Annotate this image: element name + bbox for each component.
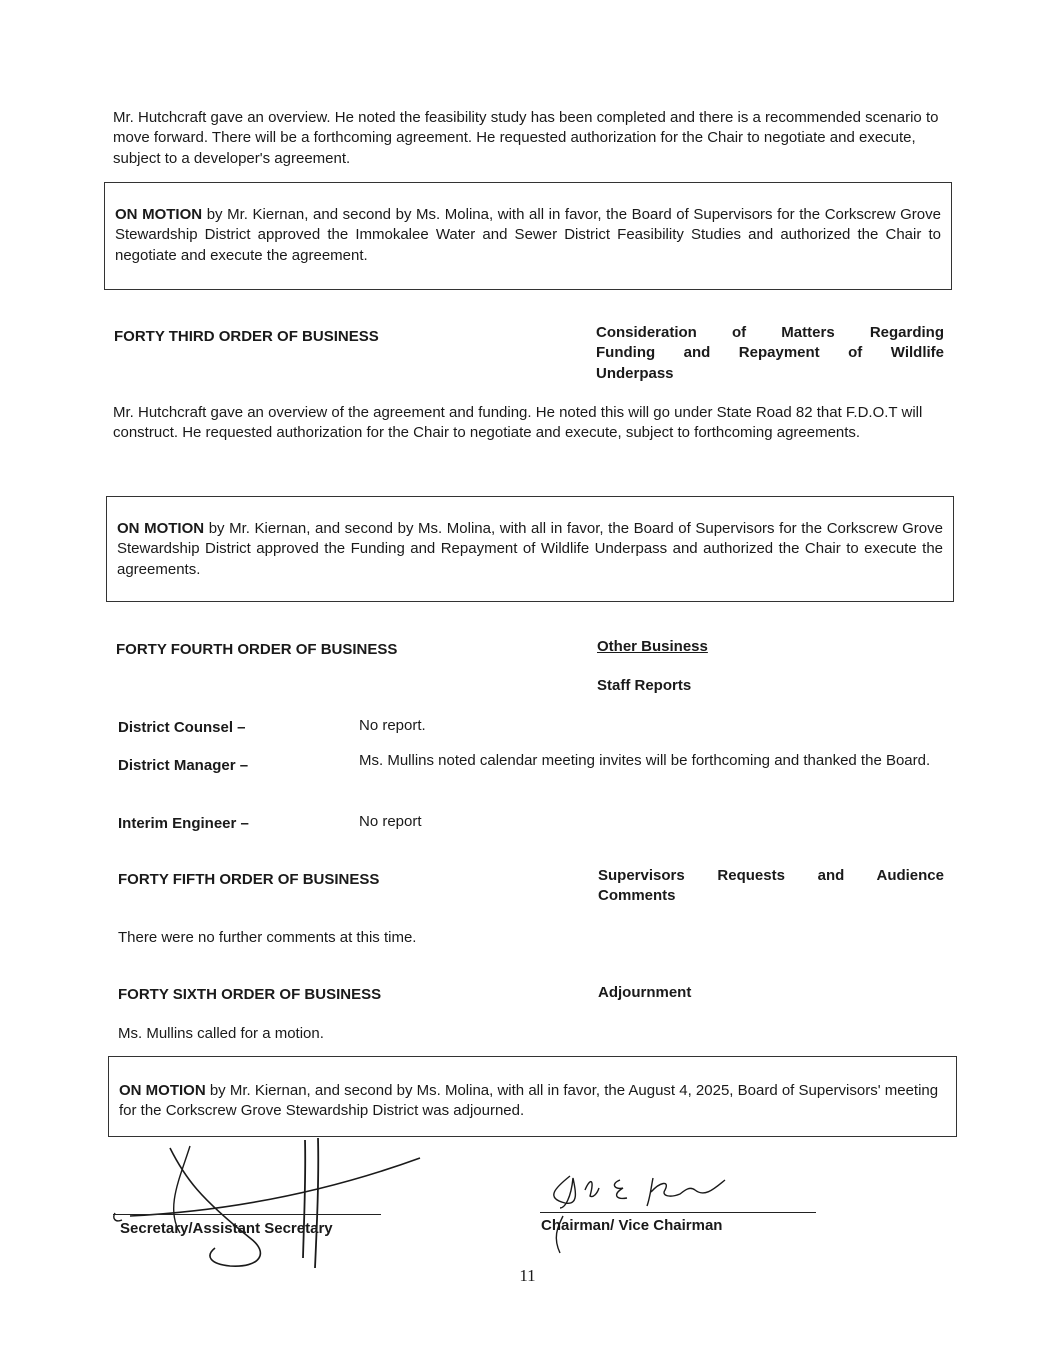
motion-2-text <box>117 519 943 580</box>
order-46-heading: FORTY SIXTH ORDER OF BUSINESS <box>118 986 382 1003</box>
order-43-topic-line-3: Underpass <box>596 364 674 382</box>
report-label-manager: District Manager – <box>118 757 249 774</box>
motion-1-lead: ON MOTION <box>115 206 203 223</box>
intro-paragraph: Mr. Hutchcraft gave an overview. He noted the feasibility study has been completed and there is a recommended scenario to move forward. There will be a forthcoming agreement. He requested authorization for the Chair to negotiate and execute, subject to a developer's agreement. <box>113 109 939 167</box>
order-45-topic-line-1 <box>598 866 944 886</box>
order-43-topic-line-2-text: Funding and Repayment of Wildlife <box>596 344 944 362</box>
secretary-signature-line <box>113 1214 381 1215</box>
report-label-engineer: Interim Engineer – <box>118 815 249 832</box>
chairman-label: Chairman/ Vice Chairman <box>541 1217 723 1234</box>
order-44-subtopic: Staff Reports <box>597 677 692 694</box>
motion-3-body: by Mr. Kiernan, and second by Ms. Molina, with all in favor, the August 4, 2025, Board of Supervisors' meeting for the Corkscrew Grove Stewardship District was adjourned. <box>119 1082 939 1120</box>
order-44-heading: FORTY FOURTH ORDER OF BUSINESS <box>116 641 398 658</box>
motion-box-2 <box>106 496 954 602</box>
order-45-topic-line-1-text: Supervisors Requests and Audience <box>598 867 944 884</box>
order-45-topic <box>598 866 944 907</box>
order-44-topic: Other Business <box>597 638 708 655</box>
order-43-topic-line-1-text: Consideration of Matters Regarding <box>596 324 944 341</box>
order-45-topic-line-2: Comments <box>598 887 676 905</box>
motion-3-lead: ON MOTION <box>119 1082 206 1099</box>
order-43-heading: FORTY THIRD ORDER OF BUSINESS <box>114 328 379 345</box>
order-46-paragraph: Ms. Mullins called for a motion. <box>118 1025 324 1042</box>
report-value-counsel: No report. <box>359 717 426 734</box>
report-value-manager: Ms. Mullins noted calendar meeting invites will be forthcoming and thanked the Board. <box>359 752 931 769</box>
motion-3-text <box>119 1081 946 1122</box>
order-43-paragraph: Mr. Hutchcraft gave an overview of the agreement and funding. He noted this will go under State Road 82 that F.D.O.T will construct. He requested authorization for the Chair to negotiate and execute, subject to forthcoming agreements. <box>113 404 923 442</box>
order-45-paragraph: There were no further comments at this time. <box>118 929 417 946</box>
order-43-topic-line-2 <box>596 343 944 363</box>
report-value-engineer: No report <box>359 813 422 830</box>
motion-box-3 <box>108 1056 957 1137</box>
motion-2-body: by Mr. Kiernan, and second by Ms. Molina, with all in favor, the Board of Supervisors for the Corkscrew Grove Stewardship District approved the Funding and Repayment of Wildlife Underpass and authorized the Chair to execute the agreements. <box>117 520 943 578</box>
order-45-heading: FORTY FIFTH ORDER OF BUSINESS <box>118 871 380 888</box>
page-number: 11 <box>519 1266 536 1285</box>
secretary-signature <box>110 1138 430 1273</box>
order-43-topic <box>596 323 944 384</box>
report-label-counsel: District Counsel – <box>118 719 246 736</box>
motion-1-body: by Mr. Kiernan, and second by Ms. Molina, with all in favor, the Board of Supervisors for the Corkscrew Grove Stewardship District approved the Immokalee Water and Sewer District Feasibility Studies and authorized the Chair to negotiate and execute the agreement. <box>115 206 941 264</box>
motion-2-lead: ON MOTION <box>117 520 205 537</box>
motion-1-text <box>115 205 941 266</box>
chairman-signature <box>535 1168 735 1258</box>
chairman-signature-line <box>540 1212 816 1213</box>
order-43-topic-line-1 <box>596 323 944 343</box>
motion-box-1 <box>104 182 952 290</box>
secretary-label: Secretary/Assistant Secretary <box>120 1220 333 1237</box>
order-46-topic: Adjournment <box>598 984 692 1001</box>
